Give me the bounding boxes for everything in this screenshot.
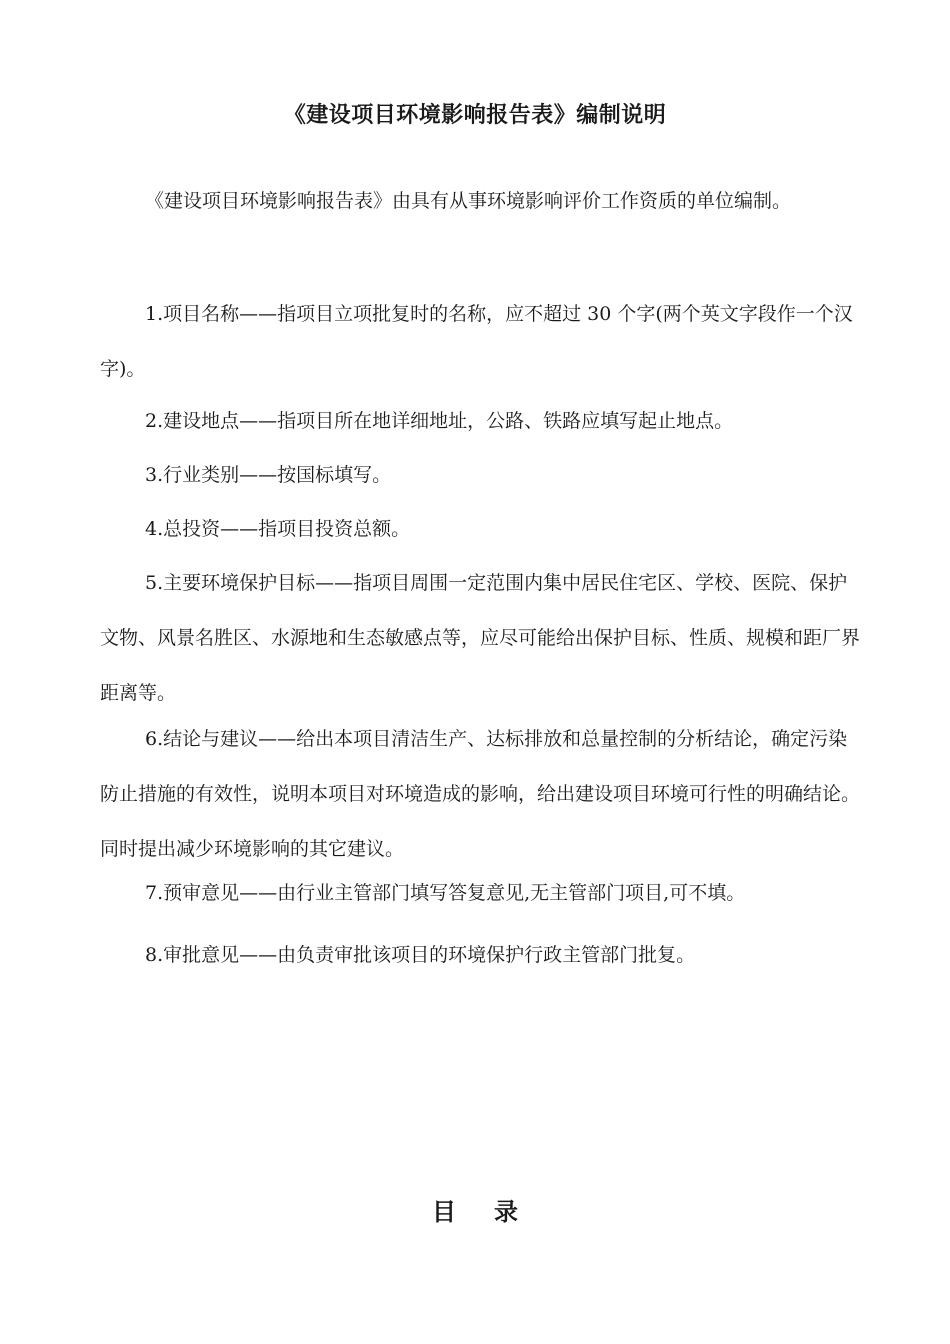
intro-paragraph: 《建设项目环境影响报告表》由具有从事环境影响评价工作资质的单位编制。 <box>145 190 792 212</box>
table-of-contents-heading: 目录 <box>432 1198 556 1226</box>
item-total-investment: 4.总投资——指项目投资总额。 <box>145 518 411 540</box>
item-construction-site: 2.建设地点——指项目所在地详细地址，公路、铁路应填写起止地点。 <box>145 410 734 432</box>
item-conclusions: 6.结论与建议——给出本项目清洁生产、达标排放和总量控制的分析结论，确定污染防止措施的有效性，说明本项目对环境造成的影响，给出建设项目环境可行性的明确结论。同时提出减少环境影响的其它建议。 <box>100 728 861 860</box>
item-protection-targets: 5.主要环境保护目标——指项目周围一定范围内集中居民住宅区、学校、医院、保护文物、风景名胜区、水源地和生态敏感点等，应尽可能给出保护目标、性质、规模和距厂界距离等。 <box>100 572 861 704</box>
item-project-name: 1.项目名称——指项目立项批复时的名称，应不超过 30 个字(两个英文字段作一个汉字)。 <box>100 303 853 380</box>
item-approval: 8.审批意见——由负责审批该项目的环境保护行政主管部门批复。 <box>145 944 696 966</box>
item-industry-category: 3.行业类别——按国标填写。 <box>145 464 392 486</box>
document-title: 《建设项目环境影响报告表》编制说明 <box>283 103 667 128</box>
item-pre-review: 7.预审意见——由行业主管部门填写答复意见,无主管部门项目,可不填。 <box>145 882 746 904</box>
